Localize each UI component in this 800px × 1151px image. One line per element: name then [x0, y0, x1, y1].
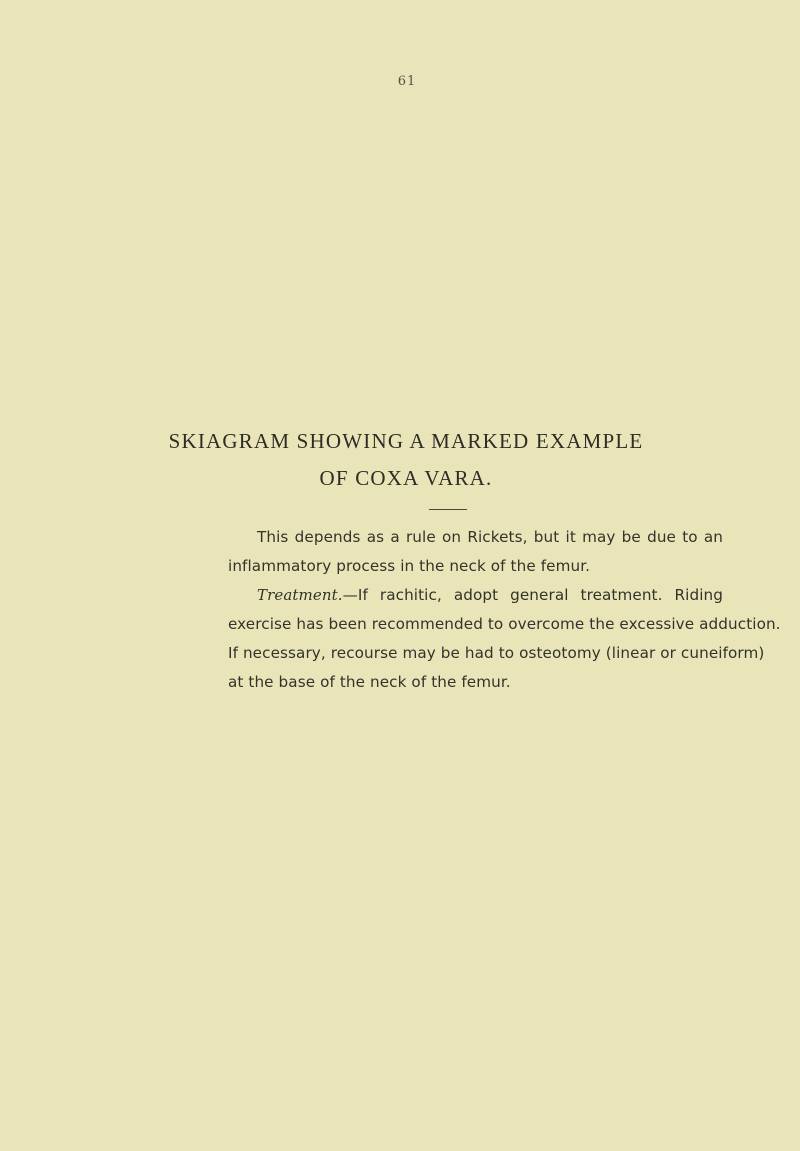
- body-line-3-text: —If rachitic, adopt general treatment. Riding: [342, 586, 723, 604]
- body-line-2: inflammatory process in the neck of the femur.: [228, 557, 591, 575]
- body-line-6: at the base of the neck of the femur.: [228, 673, 511, 691]
- body-line-3: [257, 586, 723, 604]
- body-line-5: If necessary, recourse may be had to osteotomy (linear or cuneiform): [228, 644, 765, 662]
- treatment-label: Treatment.: [257, 586, 343, 604]
- page-title-line-1: SKIAGRAM SHOWING A MARKED EXAMPLE: [168, 429, 644, 453]
- body-line-1: This depends as a rule on Rickets, but it may be due to an: [257, 528, 723, 546]
- page-number: 61: [397, 74, 417, 89]
- page-title-line-2: OF COXA VARA.: [319, 466, 493, 490]
- section-divider: [429, 509, 467, 510]
- body-line-4: exercise has been recommended to overcome the excessive adduction.: [228, 615, 781, 633]
